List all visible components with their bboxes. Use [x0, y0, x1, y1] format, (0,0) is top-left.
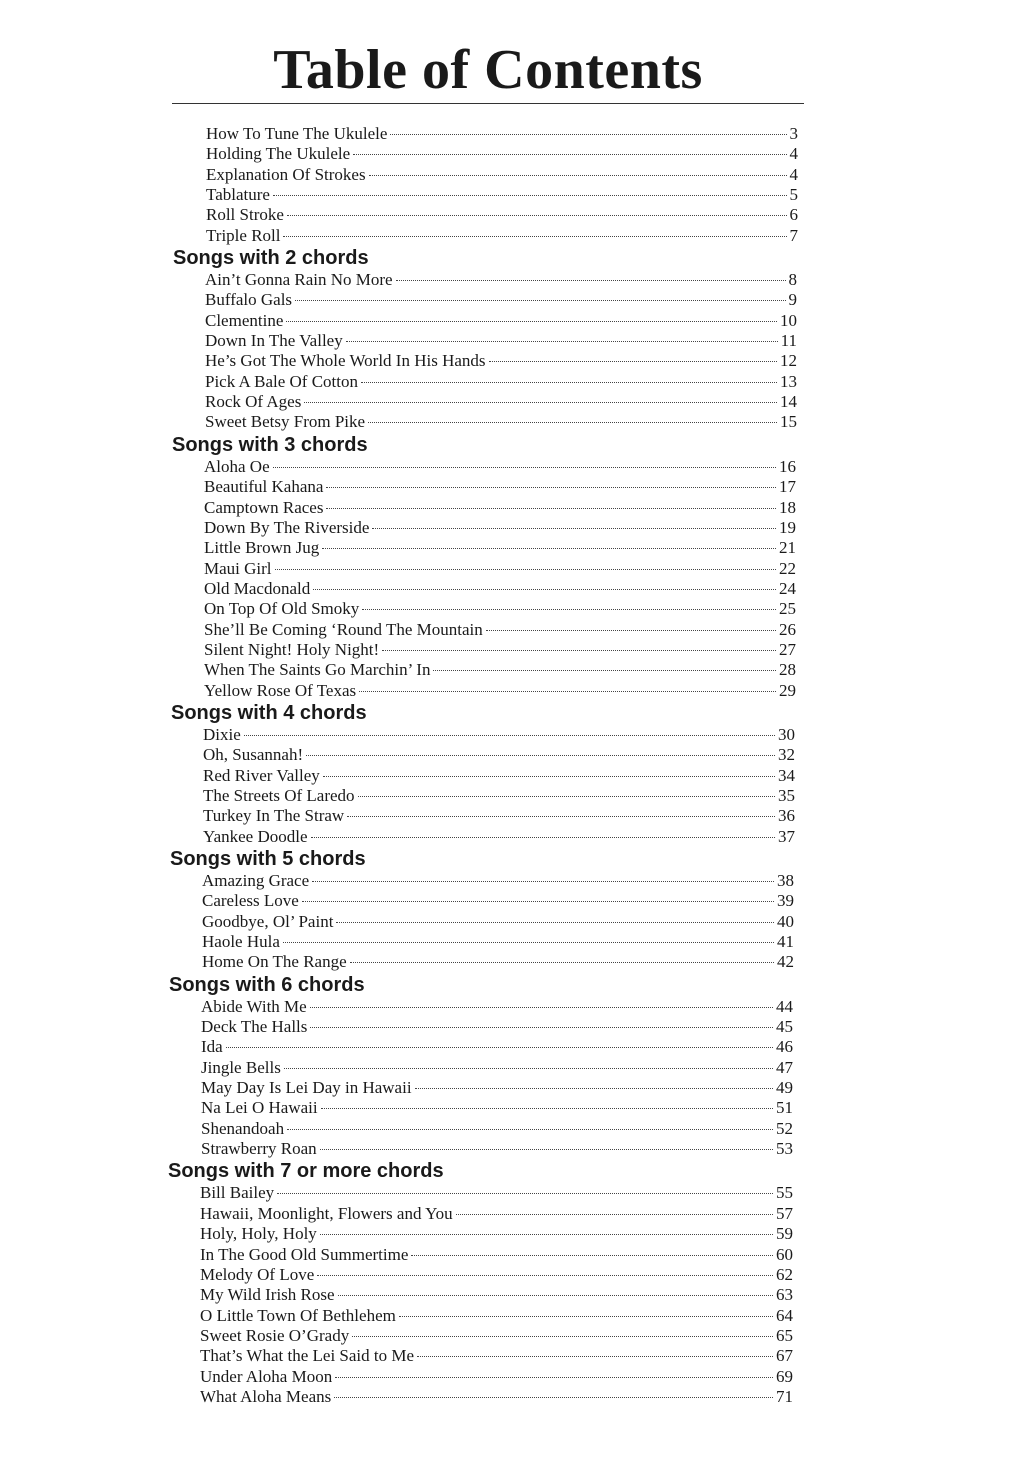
- entry-title: Clementine: [205, 310, 284, 330]
- entry-title: Abide With Me: [201, 996, 307, 1016]
- section-heading: Songs with 4 chords: [171, 701, 367, 724]
- toc-section: [0, 433, 1024, 701]
- toc-section: [0, 124, 1024, 246]
- dot-leader: [310, 1027, 773, 1028]
- entry-page-number: 27: [779, 639, 796, 659]
- dot-leader: [275, 569, 776, 570]
- entry-page-number: 71: [776, 1386, 793, 1406]
- entry-title: Red River Valley: [203, 765, 320, 785]
- entry-page-number: 52: [776, 1118, 793, 1138]
- entry-title: Sweet Rosie O’Grady: [200, 1325, 350, 1345]
- dot-leader: [283, 236, 786, 237]
- toc-entry[interactable]: [203, 725, 795, 745]
- entry-page-number: 29: [779, 680, 796, 700]
- dot-leader: [372, 528, 776, 529]
- toc-entry[interactable]: [206, 205, 798, 225]
- entry-page-number: 62: [776, 1264, 793, 1284]
- dot-leader: [390, 134, 786, 135]
- entry-page-number: 12: [780, 351, 797, 371]
- entry-title: In The Good Old Summertime: [200, 1244, 409, 1264]
- entry-page-number: 46: [776, 1037, 793, 1057]
- toc-entry[interactable]: [202, 932, 794, 952]
- dot-leader: [302, 901, 774, 902]
- dot-leader: [321, 1108, 773, 1109]
- entry-page-number: 38: [777, 871, 794, 890]
- toc-entry[interactable]: [204, 579, 796, 599]
- entry-page-number: 21: [779, 538, 796, 558]
- dot-leader: [486, 630, 776, 631]
- toc-entry[interactable]: [201, 1078, 793, 1098]
- section-heading: Songs with 5 chords: [170, 848, 366, 870]
- entry-page-number: 40: [777, 911, 794, 931]
- entry-title: Strawberry Roan: [201, 1139, 317, 1159]
- toc-entry[interactable]: [201, 997, 793, 1017]
- entry-page-number: 44: [776, 996, 793, 1016]
- toc-entry[interactable]: [206, 144, 798, 164]
- toc-entry[interactable]: [202, 891, 794, 911]
- dot-leader: [283, 942, 774, 943]
- entry-title: Aloha Oe: [204, 456, 270, 476]
- entry-title: Buffalo Gals: [205, 290, 293, 310]
- entry-page-number: 60: [776, 1244, 793, 1264]
- toc-entry[interactable]: [204, 518, 796, 538]
- toc-entry[interactable]: [203, 827, 795, 847]
- toc-entry[interactable]: [204, 559, 796, 579]
- toc-entry[interactable]: [206, 124, 798, 144]
- entry-title: On Top Of Old Smoky: [204, 599, 360, 619]
- entry-title: Under Aloha Moon: [200, 1366, 333, 1386]
- toc-entry[interactable]: [205, 270, 797, 290]
- dot-leader: [226, 1047, 773, 1048]
- toc-entry[interactable]: [200, 1204, 793, 1224]
- entry-title: She’ll Be Coming ‘Round The Mountain: [204, 619, 483, 639]
- toc-entry[interactable]: [200, 1367, 793, 1387]
- entry-title: Turkey In The Straw: [203, 806, 345, 826]
- entry-page-number: 26: [779, 619, 796, 639]
- entry-title: Tablature: [206, 185, 270, 205]
- entry-title: Hawaii, Moonlight, Flowers and You: [200, 1203, 453, 1223]
- entry-title: Na Lei O Hawaii: [201, 1098, 318, 1118]
- toc-list: [0, 124, 1024, 1407]
- entry-title: Camptown Races: [204, 497, 324, 517]
- dot-leader: [310, 1007, 773, 1008]
- dot-leader: [399, 1316, 773, 1317]
- dot-leader: [489, 361, 777, 362]
- toc-entry[interactable]: [200, 1265, 793, 1285]
- dot-leader: [347, 816, 775, 817]
- toc-section: [0, 701, 1024, 847]
- toc-entry[interactable]: [204, 640, 796, 660]
- entry-title: Holding The Ukulele: [206, 144, 351, 164]
- entry-page-number: 65: [776, 1325, 793, 1345]
- dot-leader: [382, 650, 776, 651]
- dot-leader: [352, 1336, 773, 1337]
- entry-title: Roll Stroke: [206, 205, 284, 225]
- entry-page-number: 9: [788, 290, 797, 310]
- toc-entry[interactable]: [202, 912, 794, 932]
- entry-title: Pick A Bale Of Cotton: [205, 371, 358, 391]
- section-heading: Songs with 3 chords: [172, 433, 368, 456]
- entry-page-number: 55: [776, 1183, 793, 1203]
- toc-entry[interactable]: [201, 1139, 793, 1159]
- entry-page-number: 11: [780, 331, 797, 351]
- entry-title: Sweet Betsy From Pike: [205, 412, 366, 432]
- toc-entry[interactable]: [205, 392, 797, 412]
- dot-leader: [369, 175, 787, 176]
- entry-title: May Day Is Lei Day in Hawaii: [201, 1078, 412, 1098]
- dot-leader: [358, 796, 775, 797]
- toc-entry[interactable]: [203, 766, 795, 786]
- dot-leader: [368, 422, 777, 423]
- entry-page-number: 45: [776, 1017, 793, 1037]
- entry-title: Bill Bailey: [200, 1183, 275, 1203]
- entry-title: The Streets Of Laredo: [203, 785, 355, 805]
- entry-page-number: 3: [789, 124, 798, 143]
- toc-entry[interactable]: [204, 457, 796, 477]
- entry-title: Goodbye, Ol’ Paint: [202, 911, 334, 931]
- entry-page-number: 32: [778, 745, 795, 765]
- entry-title: Dixie: [203, 724, 241, 744]
- entry-title: Explanation Of Strokes: [206, 164, 366, 184]
- dot-leader: [286, 321, 777, 322]
- toc-entry[interactable]: [203, 786, 795, 806]
- dot-leader: [287, 1129, 773, 1130]
- entry-page-number: 19: [779, 517, 796, 537]
- entry-page-number: 18: [779, 497, 796, 517]
- entry-page-number: 4: [789, 144, 798, 164]
- entry-page-number: 8: [788, 270, 797, 290]
- entry-title: Down By The Riverside: [204, 517, 370, 537]
- dot-leader: [244, 735, 775, 736]
- toc-entry[interactable]: [205, 351, 797, 371]
- dot-leader: [346, 341, 778, 342]
- toc-entry[interactable]: [203, 806, 795, 826]
- dot-leader: [312, 881, 774, 882]
- dot-leader: [317, 1275, 773, 1276]
- entry-page-number: 28: [779, 660, 796, 680]
- entry-title: Little Brown Jug: [204, 538, 320, 558]
- dot-leader: [273, 467, 776, 468]
- toc-section: [0, 973, 1024, 1160]
- toc-entry[interactable]: [205, 290, 797, 310]
- toc-entry[interactable]: [204, 599, 796, 619]
- toc-entry[interactable]: [201, 1098, 793, 1118]
- toc-entry[interactable]: [201, 1119, 793, 1139]
- toc-entry[interactable]: [201, 1058, 793, 1078]
- toc-entry[interactable]: [201, 1017, 793, 1037]
- toc-entry[interactable]: [204, 498, 796, 518]
- entry-page-number: 10: [780, 310, 797, 330]
- dot-leader: [362, 609, 776, 610]
- toc-entry[interactable]: [204, 538, 796, 558]
- entry-page-number: 6: [789, 205, 798, 225]
- toc-entry[interactable]: [202, 871, 794, 891]
- toc-entry[interactable]: [204, 620, 796, 640]
- dot-leader: [306, 755, 775, 756]
- entry-page-number: 30: [778, 724, 795, 744]
- entry-title: Home On The Range: [202, 952, 347, 972]
- dot-leader: [326, 487, 776, 488]
- toc-entry[interactable]: [200, 1183, 793, 1203]
- entry-title: Shenandoah: [201, 1118, 285, 1138]
- entry-title: That’s What the Lei Said to Me: [200, 1346, 415, 1366]
- entry-page-number: 37: [778, 826, 795, 846]
- title-rule: [172, 103, 804, 104]
- toc-entry[interactable]: [206, 226, 798, 246]
- dot-leader: [320, 1149, 773, 1150]
- toc-entry[interactable]: [200, 1245, 793, 1265]
- entry-page-number: 42: [777, 952, 794, 972]
- entry-page-number: 14: [780, 392, 797, 412]
- dot-leader: [295, 300, 785, 301]
- entry-page-number: 5: [789, 185, 798, 205]
- entry-title: Holy, Holy, Holy: [200, 1224, 317, 1244]
- toc-entry[interactable]: [206, 165, 798, 185]
- dot-leader: [336, 922, 774, 923]
- toc-entry[interactable]: [200, 1224, 793, 1244]
- entry-title: Melody Of Love: [200, 1264, 315, 1284]
- entry-title: Ain’t Gonna Rain No More: [205, 270, 393, 290]
- toc-entry[interactable]: [200, 1285, 793, 1305]
- dot-leader: [287, 215, 787, 216]
- entry-title: Oh, Susannah!: [203, 745, 304, 765]
- entry-page-number: 49: [776, 1078, 793, 1098]
- entry-title: Jingle Bells: [201, 1057, 281, 1077]
- dot-leader: [417, 1356, 773, 1357]
- dot-leader: [456, 1214, 773, 1215]
- entry-page-number: 39: [777, 891, 794, 911]
- entry-title: Old Macdonald: [204, 578, 311, 598]
- dot-leader: [311, 837, 775, 838]
- entry-page-number: 15: [780, 412, 797, 432]
- entry-title: Maui Girl: [204, 558, 272, 578]
- entry-title: My Wild Irish Rose: [200, 1285, 335, 1305]
- section-heading: Songs with 6 chords: [169, 973, 365, 996]
- toc-entry[interactable]: [205, 311, 797, 331]
- entry-title: Ida: [201, 1037, 223, 1057]
- toc-entry[interactable]: [206, 185, 798, 205]
- toc-entry[interactable]: [200, 1387, 793, 1407]
- toc-entry[interactable]: [205, 412, 797, 432]
- entry-title: How To Tune The Ukulele: [206, 124, 388, 143]
- entry-title: Careless Love: [202, 891, 299, 911]
- entry-page-number: 36: [778, 806, 795, 826]
- entry-title: Silent Night! Holy Night!: [204, 639, 380, 659]
- toc-section: [0, 847, 1024, 973]
- dot-leader: [326, 508, 776, 509]
- entry-page-number: 34: [778, 765, 795, 785]
- dot-leader: [334, 1397, 773, 1398]
- entry-page-number: 51: [776, 1098, 793, 1118]
- dot-leader: [320, 1234, 773, 1235]
- entry-page-number: 53: [776, 1139, 793, 1159]
- entry-page-number: 59: [776, 1224, 793, 1244]
- toc-entry[interactable]: [204, 660, 796, 680]
- entry-title: Yellow Rose Of Texas: [204, 680, 357, 700]
- dot-leader: [323, 776, 775, 777]
- toc-entry[interactable]: [203, 745, 795, 765]
- dot-leader: [335, 1377, 773, 1378]
- entry-page-number: 57: [776, 1203, 793, 1223]
- toc-entry[interactable]: [205, 331, 797, 351]
- section-heading: Songs with 2 chords: [173, 247, 369, 270]
- entry-page-number: 16: [779, 456, 796, 476]
- toc-entry[interactable]: [200, 1326, 793, 1346]
- dot-leader: [350, 962, 774, 963]
- entry-title: When The Saints Go Marchin’ In: [204, 660, 431, 680]
- entry-page-number: 7: [789, 225, 798, 245]
- entry-page-number: 41: [777, 932, 794, 952]
- entry-page-number: 24: [779, 578, 796, 598]
- toc-entry[interactable]: [202, 952, 794, 972]
- toc-entry[interactable]: [204, 477, 796, 497]
- entry-page-number: 25: [779, 599, 796, 619]
- dot-leader: [359, 691, 776, 692]
- toc-section: [0, 1159, 1024, 1407]
- dot-leader: [322, 548, 776, 549]
- entry-title: O Little Town Of Bethlehem: [200, 1305, 396, 1325]
- toc-entry[interactable]: [201, 1037, 793, 1057]
- toc-entry[interactable]: [200, 1346, 793, 1366]
- dot-leader: [273, 195, 787, 196]
- dot-leader: [353, 154, 786, 155]
- dot-leader: [304, 402, 777, 403]
- dot-leader: [313, 589, 776, 590]
- entry-title: Deck The Halls: [201, 1017, 308, 1037]
- entry-page-number: 17: [779, 477, 796, 497]
- entry-page-number: 22: [779, 558, 796, 578]
- toc-entry[interactable]: [200, 1306, 793, 1326]
- entry-page-number: 63: [776, 1285, 793, 1305]
- dot-leader: [338, 1295, 773, 1296]
- toc-entry[interactable]: [205, 372, 797, 392]
- dot-leader: [284, 1068, 773, 1069]
- entry-title: Triple Roll: [206, 225, 281, 245]
- entry-page-number: 47: [776, 1057, 793, 1077]
- toc-entry[interactable]: [204, 681, 796, 701]
- entry-page-number: 64: [776, 1305, 793, 1325]
- dot-leader: [411, 1255, 773, 1256]
- entry-page-number: 35: [778, 785, 795, 805]
- entry-title: Beautiful Kahana: [204, 477, 324, 497]
- entry-title: Down In The Valley: [205, 331, 343, 351]
- dot-leader: [277, 1193, 773, 1194]
- dot-leader: [361, 382, 777, 383]
- entry-title: Haole Hula: [202, 932, 280, 952]
- toc-section: [0, 246, 1024, 433]
- entry-title: What Aloha Means: [200, 1386, 332, 1406]
- entry-title: Yankee Doodle: [203, 826, 308, 846]
- entry-title: He’s Got The Whole World In His Hands: [205, 351, 486, 371]
- dot-leader: [433, 670, 776, 671]
- entry-page-number: 67: [776, 1346, 793, 1366]
- entry-page-number: 69: [776, 1366, 793, 1386]
- section-heading: Songs with 7 or more chords: [168, 1160, 444, 1183]
- dot-leader: [396, 280, 786, 281]
- entry-page-number: 13: [780, 371, 797, 391]
- page-title: Table of Contents: [273, 39, 703, 101]
- entry-title: Amazing Grace: [202, 871, 310, 890]
- entry-page-number: 4: [789, 164, 798, 184]
- dot-leader: [415, 1088, 773, 1089]
- entry-title: Rock Of Ages: [205, 392, 302, 412]
